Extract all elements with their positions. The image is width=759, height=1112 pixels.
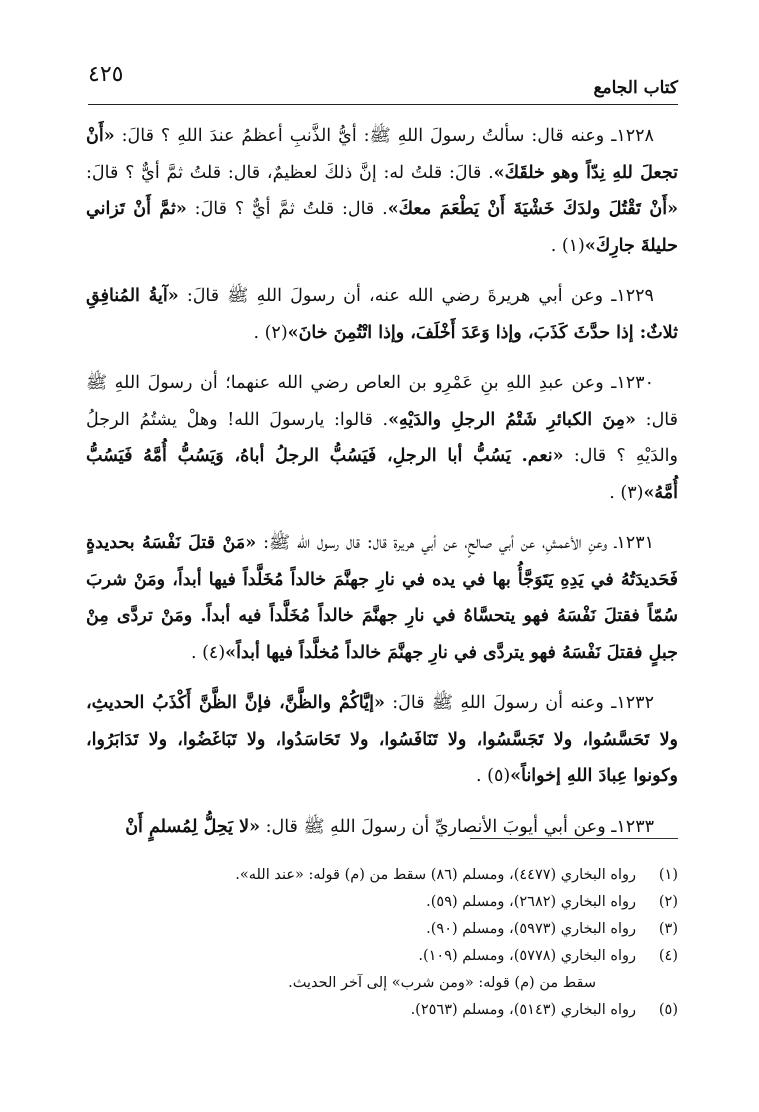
hadith-number: ١٢٣١ـ (614, 533, 654, 553)
footnote-ref: (٤) . (190, 642, 226, 663)
hadith-number: ١٢٢٨ـ (611, 126, 654, 146)
footnote-2 (100, 889, 678, 916)
hadith-text: . قالوا: يارسولَ الله! وهلْ يشتُمُ الرجلُ والدَيْهِ ؟ قال: (86, 409, 678, 466)
running-title: كتاب الجامع (593, 78, 678, 98)
hadith-1229 (86, 278, 678, 351)
footnote-text: رواه البخاري (٤٤٧٧)، ومسلم (٨٦) سقط من (م) قوله: «عند الله». (235, 867, 636, 883)
hadith-quote: «مِنَ الكبائرِ شَتْمُ الرجلِ والدَيْهِ» (388, 409, 636, 430)
hadith-quote: «مَنْ قتلَ نَفْسَهُ بحديدةٍ فَحَديدَتُهُ في يَدِهِ يَتَوَجَّأُ بها في يده في نارِ جهنَّمَ خالداً مُخَلَّداً فيها أبداً، ومَنْ شربَ سُمّاً فقتلَ نَفْسَهُ فهو يتحسَّاهُ في نارِ جهنَّمَ خالداً مُخَلَّداً فيه أبداً. ومَنْ تردَّى مِنْ جبلٍ فقتلَ نَفْسَهُ فهو يتردَّى في نارِ جهنَّمَ خالداً مُخلَّداً فيها أبداً» (86, 533, 678, 663)
hadith-text: وعنِ الأعمشِ، عن أبي صالحٍ، عن أبي هريرة قال: قال رسول الله ﷺ: (263, 533, 608, 553)
page-number: ٤٢٥ (88, 62, 124, 87)
hadith-number: ١٢٣٠ـ (611, 373, 654, 393)
main-text (86, 118, 678, 859)
hadith-text: وعن عبدِ اللهِ بنِ عَمْرِو بن العاص رضي الله عنهما؛ أن رسولَ اللهِ ﷺ قال: (86, 373, 678, 430)
footnote-text: رواه البخاري (٥٧٧٨)، ومسلم (١٠٩). (418, 948, 636, 964)
hadith-number: ١٢٣٣ـ (611, 816, 654, 837)
page-header (88, 58, 678, 104)
hadith-text: وعنه أن رسولَ اللهِ ﷺ قالَ: (392, 693, 604, 713)
hadith-quote: «لا يَحِلُّ لِمُسلمٍ أَنْ (125, 816, 261, 837)
footnote-5 (100, 997, 678, 1024)
hadith-number: ١٢٣٢ـ (611, 693, 654, 713)
footnote-text: سقط من (م) قوله: «ومن شرب» إلى آخر الحديث. (288, 975, 596, 991)
footnote-ref: (٢) . (253, 322, 288, 343)
hadith-quote: «أَنْ تجعلَ للهِ نِدّاً وهو خلقَكَ» (86, 126, 679, 183)
footnote-number: (٤) (658, 948, 678, 964)
hadith-quote: «آيةُ المُنافِقِ ثلاثٌ: إذا حدَّثَ كَذَبَ، وإذا وَعَدَ أَخْلَفَ، وإذا اتْتُمِنَ خانَ» (86, 286, 678, 343)
footnote-text: رواه البخاري (٥١٤٣)، ومسلم (٢٥٦٣). (410, 1002, 636, 1018)
hadith-text: . قالَ: قلتُ له: إنَّ ذلكَ لعظيمٌ، قال: قلتُ ثمَّ أيٌّ ؟ قالَ: (86, 162, 494, 183)
hadith-1231 (86, 525, 678, 671)
footnote-text: رواه البخاري (٢٦٨٢)، ومسلم (٥٩). (426, 894, 636, 910)
header-rule (88, 104, 678, 105)
footnote-ref: (٣) . (609, 482, 644, 503)
footnote-number: (١) (658, 867, 678, 883)
footnote-1 (100, 862, 678, 889)
footnote-ref: (٥) . (475, 766, 511, 786)
footnote-4-note (100, 970, 678, 997)
hadith-text: وعنه قال: سألتُ رسولَ اللهِ ﷺ: أيُّ الذَّنبِ أعظمُ عندَ اللهِ ؟ قالَ: (121, 126, 605, 146)
hadith-1230 (86, 365, 678, 511)
footnotes (100, 862, 678, 1024)
hadith-quote: «نعم. يَسُبُّ أبا الرجلِ، فَيَسُبُّ الرجلُ أباهُ، وَيَسُبُّ أُمَّهُ فَيَسُبُّ أُمَّهُ» (86, 446, 678, 503)
hadith-quote: «إيَّاكُمْ والظَّنَّ، فإنَّ الظَّنَّ أَكْذَبُ الحديثِ، ولا تَحَسَّسُوا، ولا تَجَسَّسُوا، ولا تَنَافَسُوا، ولا تَحَاسَدُوا، ولا تَبَاغَضُوا، ولا تَدَابَرُوا، وكونوا عِبادَ اللهِ إخواناً» (86, 693, 678, 786)
footnote-3 (100, 916, 678, 943)
hadith-quote: «أَنْ تَقْتُلَ ولدَكَ خَشْيَةَ أَنْ يَطْعَمَ معكَ» (387, 199, 679, 219)
footnote-number: (٣) (658, 921, 678, 937)
footnote-number: (٢) (658, 894, 678, 910)
hadith-1232 (86, 685, 678, 795)
hadith-1233 (86, 809, 678, 846)
hadith-text: وعن أبي أيوبَ الأنصاريِّ أن رسولَ اللهِ ﷺ قال: (265, 816, 606, 837)
hadith-text: . قال: قلتُ ثمَّ أيٌّ ؟ قالَ: (194, 199, 388, 219)
footnote-rule (470, 838, 678, 839)
footnote-4 (100, 943, 678, 970)
footnote-text: رواه البخاري (٥٩٧٣)، ومسلم (٩٠). (426, 921, 636, 937)
footnote-ref: (١) . (550, 235, 585, 256)
footnote-number: (٥) (658, 1002, 678, 1018)
hadith-quote: «ثمَّ أَنْ تَزاني حليلةَ جارِكَ» (86, 199, 678, 256)
hadith-text: وعن أبي هريرةَ رضي الله عنه، أن رسولَ اللهِ ﷺ قالَ: (186, 286, 604, 306)
hadith-number: ١٢٢٩ـ (611, 286, 654, 306)
hadith-1228 (86, 118, 678, 264)
